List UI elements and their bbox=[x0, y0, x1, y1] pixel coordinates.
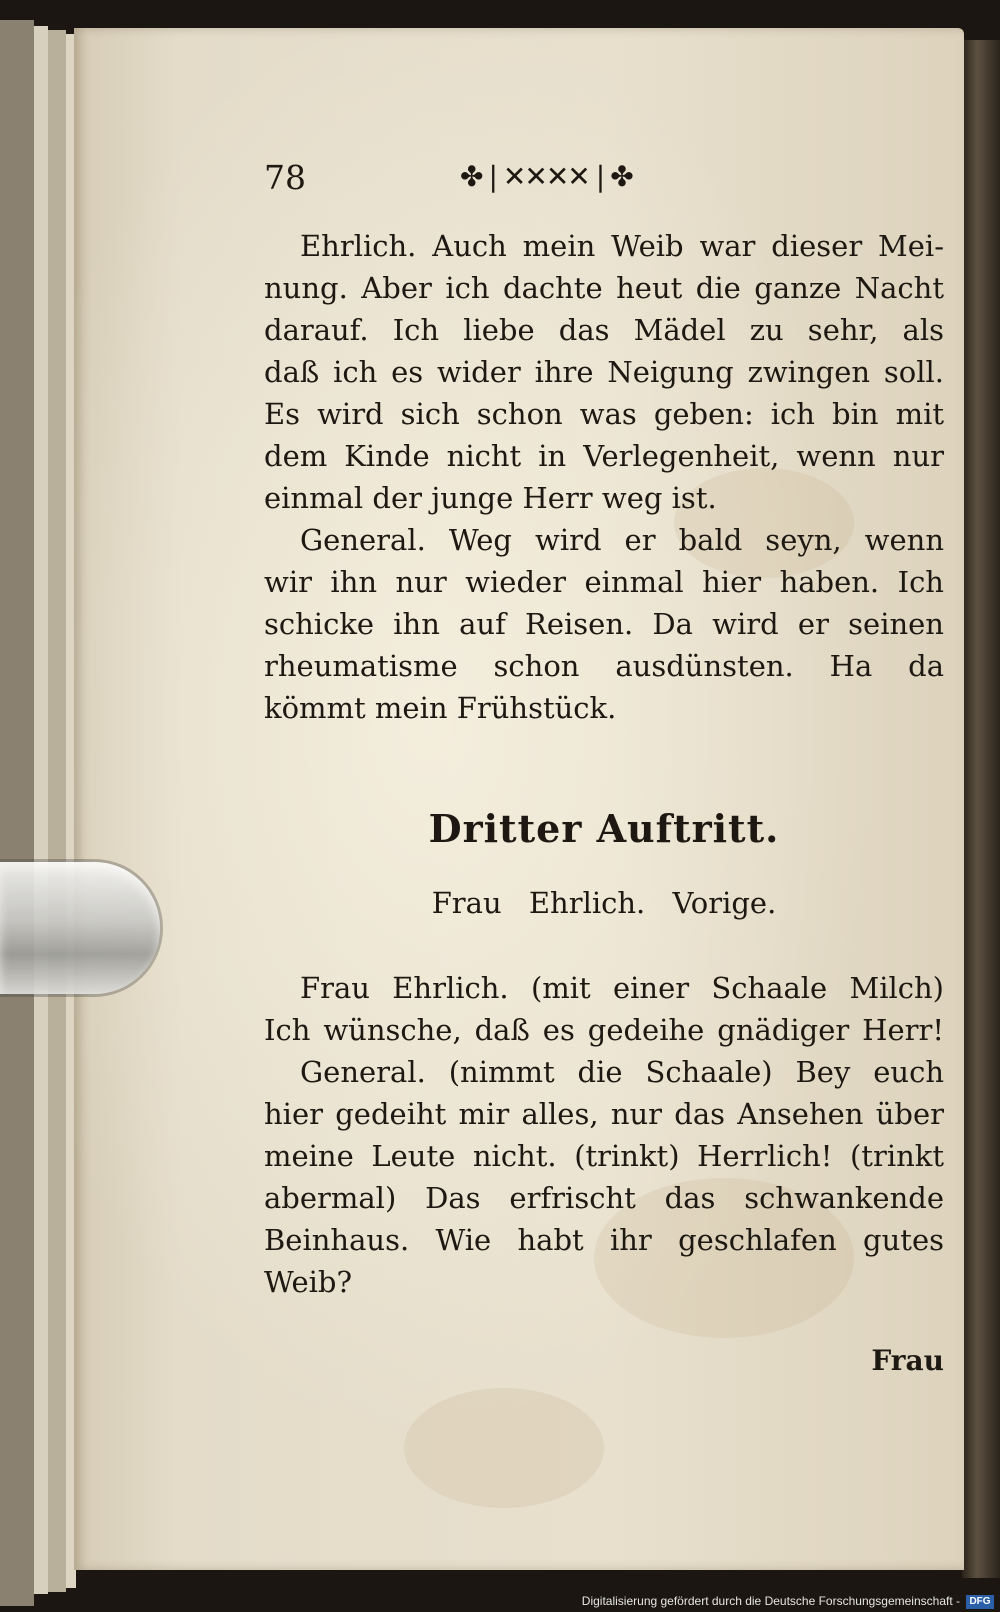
text-line: schicke ihn auf Reisen. Da wird er seinen bbox=[264, 607, 944, 641]
book-page bbox=[74, 28, 964, 1570]
text-line: Es wird sich schon was geben: ich bin mit bbox=[264, 397, 944, 431]
paper-stain bbox=[404, 1388, 604, 1508]
scene-heading: Dritter Auftritt. bbox=[428, 806, 780, 851]
text-line: General. Weg wird er bald seyn, wenn bbox=[300, 523, 944, 557]
text-line: Ich wünsche, daß es gedeihe gnädiger Herr! bbox=[264, 1013, 944, 1047]
text-line: daß ich es wider ihre Neigung zwingen soll. bbox=[264, 355, 944, 389]
page-header bbox=[264, 158, 944, 214]
page-holder-clip bbox=[0, 862, 160, 994]
page-number: 78 bbox=[264, 158, 306, 197]
text-line: einmal der junge Herr weg ist. bbox=[264, 481, 717, 515]
text-line: Ehrlich. Auch mein Weib war dieser Mei- bbox=[300, 229, 944, 263]
text-line: wir ihn nur wieder einmal hier haben. Ich bbox=[264, 565, 944, 599]
text-line: darauf. Ich liebe das Mädel zu sehr, als bbox=[264, 313, 944, 347]
text-line: abermal) Das erfrischt das schwankende bbox=[264, 1181, 944, 1215]
text-line: kömmt mein Frühstück. bbox=[264, 691, 617, 725]
dfg-logo: DFG bbox=[966, 1595, 994, 1609]
text-line: Beinhaus. Wie habt ihr geschlafen gutes bbox=[264, 1223, 944, 1257]
header-ornament: ✤❘✕✕✕✕❘✤ bbox=[460, 160, 632, 193]
scene-persons: Frau Ehrlich. Vorige. bbox=[431, 886, 777, 920]
page-stack-edge bbox=[34, 26, 48, 1594]
text-line: hier gedeiht mir alles, nur das Ansehen über bbox=[264, 1097, 944, 1131]
digitization-credit: Digitalisierung gefördert durch die Deutsche Forschungsgemeinschaft - bbox=[581, 1594, 960, 1608]
text-line: General. (nimmt die Schaale) Bey euch bbox=[300, 1055, 944, 1089]
catchword: Frau bbox=[871, 1344, 944, 1377]
text-line: Weib? bbox=[264, 1265, 352, 1299]
facing-page-edge bbox=[962, 40, 1000, 1578]
text-line: dem Kinde nicht in Verlegenheit, wenn nur bbox=[264, 439, 944, 473]
page-stack-edge bbox=[48, 30, 66, 1592]
text-line: meine Leute nicht. (trinkt) Herrlich! (trinkt bbox=[264, 1139, 944, 1173]
page-stack-edge bbox=[0, 20, 34, 1606]
text-line: Frau Ehrlich. (mit einer Schaale Milch) bbox=[300, 971, 944, 1005]
text-line: nung. Aber ich dachte heut die ganze Nacht bbox=[264, 271, 944, 305]
text-line: rheumatisme schon ausdünsten. Ha da bbox=[264, 649, 944, 683]
